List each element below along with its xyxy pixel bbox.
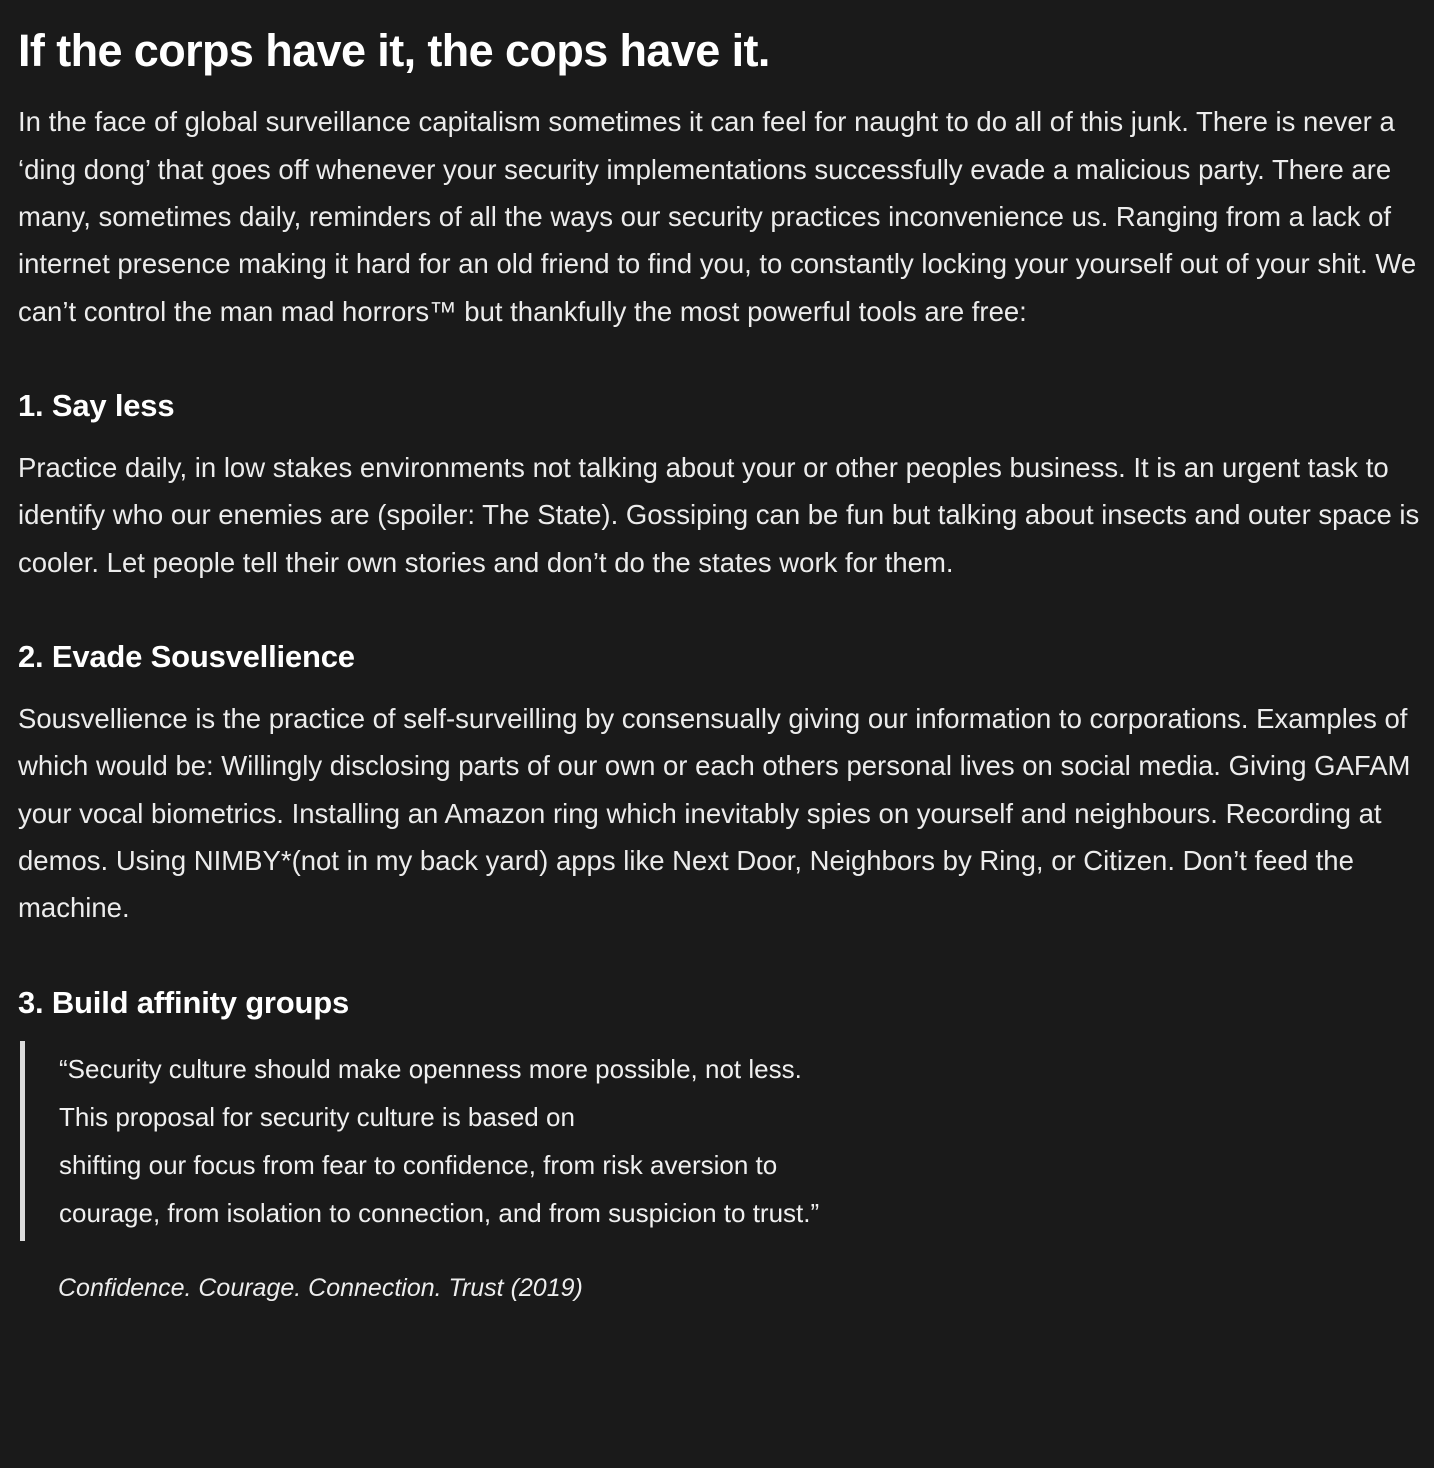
section-heading-build-affinity-groups: 3. Build affinity groups xyxy=(18,984,350,1020)
page-title: If the corps have it, the cops have it. xyxy=(18,25,770,76)
quote-line: shifting our focus from fear to confidence, from risk aversion to xyxy=(59,1150,778,1180)
section-body-say-less: Practice daily, in low stakes environments not talking about your or other peoples business. It is an urgent task to identify who our enemies are (spoiler: The State). Gossiping can be fun but talking about insects and outer space is cooler. Let people tell their own stories and don’t do the states work for them. xyxy=(18,452,1420,578)
quote-line: This proposal for security culture is based on xyxy=(59,1101,575,1132)
section-heading-say-less: 1. Say less xyxy=(18,387,175,423)
quote-attribution: Confidence. Courage. Connection. Trust (2019) xyxy=(58,1274,583,1303)
quote-line: “Security culture should make openness more possible, not less. xyxy=(59,1053,802,1084)
pull-quote xyxy=(20,1041,1420,1241)
section-heading-evade-sousvellience: 2. Evade Sousvellience xyxy=(18,638,355,674)
quote-line: courage, from isolation to connection, and from suspicion to trust.” xyxy=(59,1198,820,1229)
intro-paragraph: In the face of global surveillance capitalism sometimes it can feel for naught to do all of this junk. There is never a ‘ding dong’ that goes off whenever your security implementations successfully evade a malicious party. There are many, sometimes daily, reminders of all the ways our security practices inconvenience us. Ranging from a lack of internet presence making it hard for an old friend to find you, to constantly locking your yourself out of your shit. We can’t control the man mad horrors™ but thankfully the most powerful tools are free: xyxy=(18,106,1417,327)
section-body-evade-sousvellience: Sousvellience is the practice of self-surveilling by consensually giving our information to corporations. Examples of which would be: Willingly disclosing parts of our own or each others personal lives on social media. Giving GAFAM your vocal biometrics. Installing an Amazon ring which inevitably spies on yourself and neighbours. Recording at demos. Using NIMBY*(not in my back yard) apps like Next Door, Neighbors by Ring, or Citizen. Don’t feed the machine. xyxy=(18,703,1411,924)
